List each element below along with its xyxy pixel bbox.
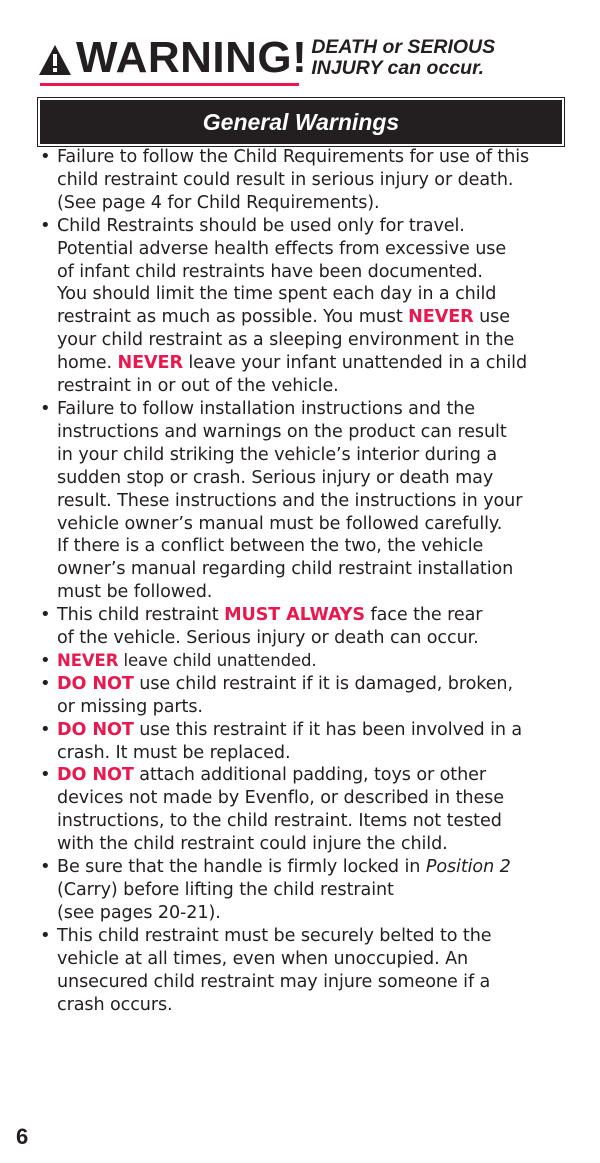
warnings-list (40, 146, 600, 1016)
warning-item (40, 764, 600, 856)
bullet-icon: • (40, 924, 51, 946)
text-line (57, 398, 600, 421)
body-text: vehicle owner’s manual must be followed carefully. (57, 513, 503, 534)
warning-item (40, 604, 600, 650)
text-line (57, 329, 600, 352)
warning-item (40, 650, 600, 673)
text-line (57, 421, 600, 444)
text-line (57, 283, 600, 306)
body-text: with the child restraint could injure the child. (57, 834, 448, 855)
body-text: (See page 4 for Child Requirements). (57, 192, 380, 213)
text-line (57, 261, 600, 284)
text-line (57, 627, 600, 650)
bullet-icon: • (40, 397, 51, 419)
body-text: Failure to follow the Child Requirements for use of this (57, 147, 530, 167)
bullet-icon: • (40, 718, 51, 740)
bullet-icon: • (40, 649, 51, 671)
body-text: of infant child restraints have been documented. (57, 261, 483, 282)
warning-item (40, 215, 600, 398)
body-text: instructions, to the child restraint. Items not tested (57, 811, 502, 832)
emphasis-text: DO NOT (57, 673, 134, 694)
subtitle-line: DEATH or SERIOUS (311, 36, 496, 58)
body-text: must be followed. (57, 582, 213, 603)
body-text: Be sure that the handle is firmly locked in (57, 857, 426, 878)
emphasis-text: DO NOT (57, 765, 134, 786)
bullet-icon: • (40, 764, 51, 786)
text-line (57, 856, 600, 879)
body-text: Failure to follow installation instructions and the (57, 398, 476, 419)
body-text: result. These instructions and the instructions in your (57, 490, 523, 511)
text-line (57, 971, 600, 994)
text-line (57, 810, 600, 833)
body-text: your child restraint as a sleeping environment in the (57, 330, 515, 351)
text-line (57, 535, 600, 558)
text-line (57, 742, 600, 765)
body-text: This child restraint must be securely belted to the (57, 925, 492, 946)
body-text: use this restraint if it has been involved in a (133, 719, 523, 740)
section-banner (38, 98, 564, 146)
text-line (57, 604, 600, 627)
text-line (57, 146, 600, 169)
text-line (57, 192, 600, 215)
warning-header (38, 30, 495, 86)
body-text: Potential adverse health effects from excessive use (57, 238, 507, 259)
text-line (57, 719, 600, 742)
body-text: owner’s manual regarding child restraint installation (57, 559, 514, 580)
bullet-icon: • (40, 146, 51, 167)
italic-text: Position 2 (425, 857, 511, 878)
text-line (57, 375, 600, 398)
body-text: child restraint could result in serious injury or death. (57, 169, 514, 190)
text-line (57, 558, 600, 581)
text-line (57, 169, 600, 192)
body-text: You should limit the time spent each day in a child (57, 284, 497, 305)
bullet-icon: • (40, 672, 51, 694)
warning-item (40, 925, 600, 1017)
text-line (57, 352, 600, 375)
text-line (57, 764, 600, 787)
body-text: devices not made by Evenflo, or described in these (57, 788, 504, 809)
body-text: in your child striking the vehicle’s interior during a (57, 444, 498, 465)
warning-item (40, 398, 600, 604)
body-text: use (473, 307, 510, 328)
warning-triangle-icon (38, 43, 72, 77)
body-text: (see pages 20-21). (57, 902, 221, 923)
emphasis-text: NEVER (117, 353, 183, 374)
body-text: crash. It must be replaced. (57, 742, 291, 763)
text-line (57, 513, 600, 536)
text-line (57, 696, 600, 719)
warning-underline (40, 83, 299, 86)
page-number: 6 (16, 1124, 29, 1149)
body-text: home. (57, 353, 118, 374)
body-text: face the rear (365, 605, 483, 626)
body-text: crash occurs. (57, 994, 173, 1015)
body-text: of the vehicle. Serious injury or death can occur. (57, 628, 479, 649)
warning-item (40, 146, 600, 215)
warning-item (40, 673, 600, 719)
subtitle-line: INJURY can occur. (311, 57, 485, 79)
warning-word (76, 33, 308, 82)
text-line (57, 581, 600, 604)
emphasis-text: NEVER (57, 650, 119, 670)
text-line (57, 833, 600, 856)
bullet-icon: • (40, 604, 51, 626)
text-line (57, 238, 600, 261)
warning-word-text: WARNING! (76, 33, 308, 82)
body-text: leave your infant unattended in a child (182, 353, 528, 374)
section-title: General Warnings (202, 108, 400, 135)
text-line (57, 650, 600, 673)
text-line (57, 787, 600, 810)
text-line (57, 444, 600, 467)
text-line (57, 490, 600, 513)
emphasis-text: DO NOT (57, 719, 134, 740)
warning-item (40, 719, 600, 765)
bullet-icon: • (40, 856, 51, 878)
body-text: Child Restraints should be used only for travel. (57, 215, 465, 236)
body-text: restraint in or out of the vehicle. (57, 376, 339, 397)
body-text: If there is a conflict between the two, the vehicle (57, 536, 484, 557)
body-text: This child restraint (57, 605, 225, 626)
body-text: leave child unattended. (118, 650, 317, 670)
warning-subtitle (311, 37, 495, 79)
text-line (57, 467, 600, 490)
text-line (57, 925, 600, 948)
body-text: attach additional padding, toys or other (133, 765, 486, 786)
text-line (57, 879, 600, 902)
emphasis-text: MUST ALWAYS (224, 605, 366, 626)
body-text: or missing parts. (57, 696, 203, 717)
emphasis-text: NEVER (408, 307, 474, 328)
text-line (57, 994, 600, 1017)
body-text: use child restraint if it is damaged, broken, (133, 673, 513, 694)
text-line (57, 306, 600, 329)
body-text: unsecured child restraint may injure someone if a (57, 971, 491, 992)
warning-item (40, 856, 600, 925)
body-text: instructions and warnings on the product can result (57, 421, 507, 442)
bullet-icon: • (40, 214, 51, 236)
text-line (57, 902, 600, 925)
body-text: sudden stop or crash. Serious injury or death may (57, 467, 494, 488)
body-text: vehicle at all times, even when unoccupied. An (57, 948, 469, 969)
body-text: (Carry) before lifting the child restraint (57, 880, 394, 900)
text-line (57, 673, 600, 696)
text-line (57, 948, 600, 971)
text-line (57, 215, 600, 238)
body-text: restraint as much as possible. You must (57, 307, 409, 328)
